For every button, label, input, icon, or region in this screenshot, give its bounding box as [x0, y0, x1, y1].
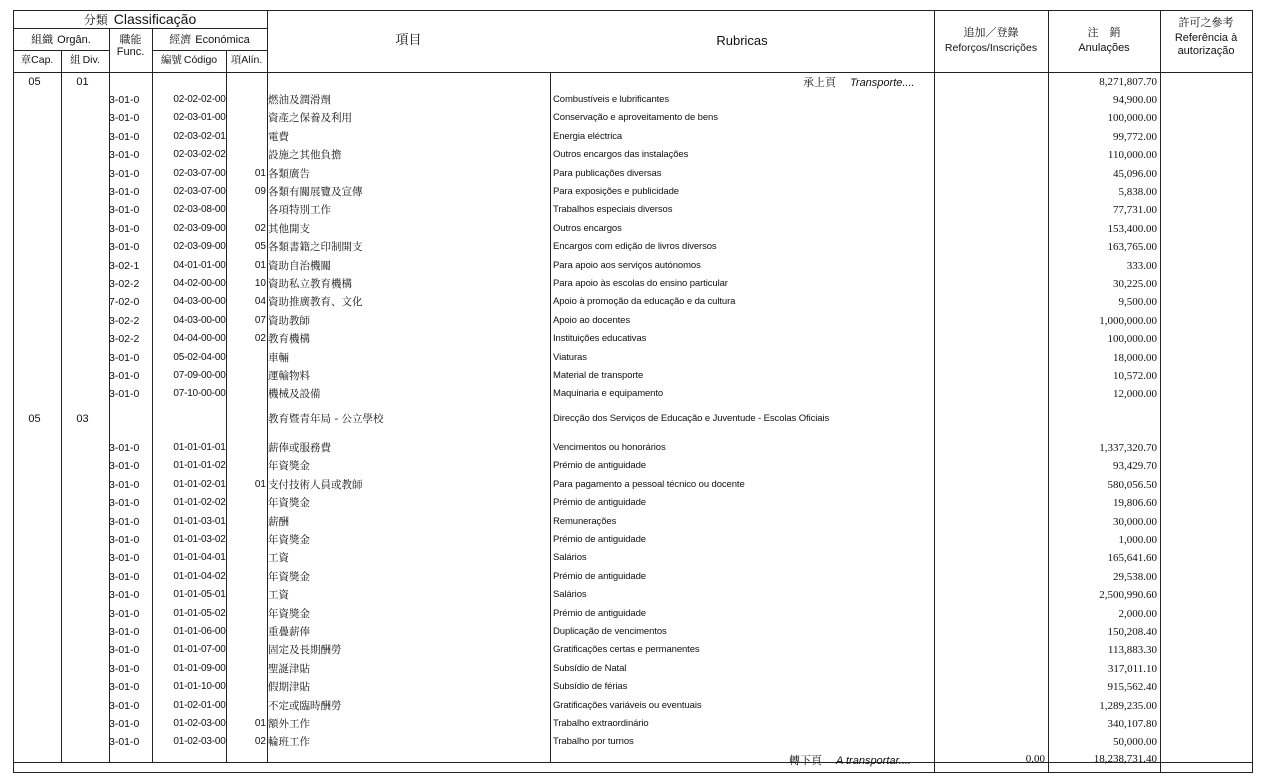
header-alin: 項Alín.	[230, 54, 263, 66]
row-item-zh: 假期津貼	[268, 681, 310, 694]
row-item-zh: 薪俸或服務費	[268, 442, 331, 454]
row-rubrica: Salários	[553, 552, 587, 564]
footer-bottom-border	[13, 772, 1253, 773]
row-func: 3-01-0	[109, 736, 140, 749]
row-anulacoes: 10,572.00	[1113, 370, 1157, 382]
row-func: 3-01-0	[109, 149, 140, 162]
row-anulacoes: 18,000.00	[1113, 351, 1157, 364]
row-item-zh: 各項特別工作	[268, 204, 331, 217]
table-row	[13, 641, 1253, 659]
transport-out-reforcos: 0.00	[1025, 753, 1045, 765]
table-row	[13, 165, 1253, 183]
row-item-zh: 支付技術人員或教師	[268, 478, 363, 491]
row-code: 02-03-08-00	[173, 204, 226, 216]
table-row	[13, 586, 1253, 604]
section-cap: 05	[28, 76, 41, 88]
row-code: 01-01-05-02	[173, 607, 226, 619]
transport-in-label: 承上頁 Transporte....	[803, 76, 915, 89]
header-classification: 分類 Classificação	[83, 11, 197, 27]
row-anulacoes: 340,107.80	[1107, 718, 1157, 730]
row-code: 01-02-01-00	[173, 699, 226, 711]
table-row	[13, 733, 1253, 751]
table-row	[13, 91, 1253, 109]
row-anulacoes: 163,765.00	[1107, 241, 1157, 254]
row-anulacoes: 333.00	[1126, 259, 1157, 272]
row-rubrica: Apoio ao docentes	[553, 314, 630, 326]
row-rubrica: Conservação e aproveitamento de bens	[553, 112, 718, 124]
table-row	[13, 349, 1253, 367]
row-anulacoes: 1,000.00	[1118, 534, 1157, 546]
row-code: 02-03-07-00	[173, 186, 226, 197]
row-func: 3-01-0	[109, 534, 140, 546]
row-func: 3-01-0	[109, 241, 140, 254]
row-code: 01-01-10-00	[173, 681, 226, 693]
row-code: 04-03-00-00	[173, 314, 226, 326]
row-alin: 02	[254, 222, 266, 234]
row-func: 3-02-1	[109, 259, 140, 272]
row-anulacoes: 19,806.60	[1113, 497, 1157, 510]
row-item-zh: 資助私立教育機構	[268, 278, 352, 290]
row-item-zh: 年資獎金	[268, 534, 310, 546]
row-func: 3-02-2	[109, 314, 140, 327]
row-func: 3-01-0	[109, 699, 140, 712]
row-item-zh: 燃油及潤滑劑	[268, 94, 331, 106]
row-func: 3-01-0	[109, 718, 140, 730]
row-code: 02-03-01-00	[173, 112, 226, 124]
row-rubrica: Para apoio às escolas do ensino particular	[553, 278, 728, 289]
header-anulacoes: 注 銷 Anulações	[1078, 26, 1130, 54]
transport-in-row	[13, 73, 1253, 91]
row-item-zh: 車輛	[268, 351, 289, 364]
header-func: 職能 Func.	[116, 33, 145, 58]
row-func: 3-01-0	[109, 222, 140, 235]
row-func: 3-02-2	[109, 333, 140, 346]
row-item-zh: 輪班工作	[268, 736, 310, 749]
table-row	[13, 715, 1253, 733]
row-item-zh: 資產之保養及利用	[268, 112, 352, 125]
row-code: 01-01-01-01	[173, 442, 226, 453]
row-anulacoes: 50,000.00	[1113, 736, 1157, 749]
row-item-zh: 工資	[268, 589, 289, 602]
row-code: 04-01-01-00	[173, 259, 226, 271]
row-alin: 01	[254, 718, 266, 729]
row-anulacoes: 9,500.00	[1118, 296, 1157, 309]
row-func: 3-01-0	[109, 94, 140, 106]
table-row	[13, 128, 1253, 146]
row-anulacoes: 77,731.00	[1113, 204, 1157, 217]
row-func: 3-02-2	[109, 278, 140, 290]
row-alin: 01	[254, 478, 266, 490]
row-anulacoes: 94,900.00	[1113, 94, 1157, 106]
row-func: 3-01-0	[109, 497, 140, 510]
row-func: 7-02-0	[109, 296, 140, 309]
row-alin: 10	[254, 278, 266, 289]
row-rubrica: Prémio de antiguidade	[553, 570, 646, 582]
table-row	[13, 494, 1253, 512]
row-rubrica: Salários	[553, 589, 587, 601]
header-autorizacao: 許可之參考 Referência à autorização	[1174, 16, 1238, 57]
row-item-zh: 資助推廣教育、文化	[268, 296, 363, 309]
header-item: 項目	[395, 33, 422, 48]
row-code: 02-03-09-00	[173, 241, 226, 253]
row-code: 04-02-00-00	[173, 278, 226, 289]
row-anulacoes: 1,289,235.00	[1099, 699, 1157, 712]
row-item-zh: 固定及長期酬勞	[268, 644, 342, 657]
row-rubrica: Para publicações diversas	[553, 167, 662, 179]
row-rubrica: Viaturas	[553, 351, 587, 363]
row-rubrica: Para exposições e publicidade	[553, 186, 679, 197]
row-rubrica: Subsídio de férias	[553, 681, 628, 693]
row-rubrica: Prémio de antiguidade	[553, 460, 646, 472]
row-func: 3-01-0	[109, 112, 140, 125]
row-anulacoes: 12,000.00	[1113, 388, 1157, 401]
row-item-zh: 重疊薪俸	[268, 626, 310, 638]
row-item-zh: 機械及設備	[268, 388, 321, 401]
budget-table	[13, 10, 1253, 772]
row-code: 01-01-09-00	[173, 662, 226, 674]
table-row	[13, 568, 1253, 586]
row-code: 02-02-02-00	[173, 94, 226, 105]
row-code: 07-10-00-00	[173, 388, 226, 400]
row-alin: 01	[254, 259, 266, 271]
row-item-zh: 教育機構	[268, 333, 310, 346]
header-rubricas: Rubricas	[716, 33, 768, 48]
table-row	[13, 549, 1253, 567]
row-func: 3-01-0	[109, 570, 140, 583]
row-rubrica: Energia eléctrica	[553, 130, 623, 142]
row-item-zh: 年資獎金	[268, 607, 310, 620]
row-item-zh: 年資獎金	[268, 460, 310, 473]
row-anulacoes: 153,400.00	[1107, 222, 1157, 235]
row-rubrica: Prémio de antiguidade	[553, 497, 646, 509]
row-rubrica: Encargos com edição de livros diversos	[553, 241, 717, 253]
row-code: 02-03-02-01	[173, 130, 226, 142]
row-code: 01-02-03-00	[173, 718, 226, 729]
row-func: 3-01-0	[109, 351, 140, 364]
row-func: 3-01-0	[109, 167, 140, 180]
row-code: 04-03-00-00	[173, 296, 226, 308]
row-anulacoes: 915,562.40	[1107, 681, 1157, 694]
row-rubrica: Vencimentos ou honorários	[553, 442, 666, 453]
row-func: 3-01-0	[109, 130, 140, 143]
row-func: 3-01-0	[109, 186, 140, 198]
row-item-zh: 額外工作	[268, 718, 310, 730]
header-organic: 組織 Orgân.	[31, 33, 91, 46]
row-code: 01-01-05-01	[173, 589, 226, 601]
row-anulacoes: 110,000.00	[1107, 149, 1157, 162]
row-func: 3-01-0	[109, 626, 140, 638]
row-func: 3-01-0	[109, 644, 140, 657]
classification-divider	[13, 28, 267, 29]
table-row	[13, 385, 1253, 403]
row-item-zh: 設施之其他負擔	[268, 149, 342, 162]
row-item-zh: 各類有關展覽及宣傳	[268, 186, 363, 198]
row-func: 3-01-0	[109, 515, 140, 528]
row-code: 01-01-03-02	[173, 534, 226, 545]
table-row	[13, 660, 1253, 678]
table-row	[13, 257, 1253, 275]
row-item-zh: 資助教師	[268, 314, 310, 327]
row-anulacoes: 2,000.00	[1118, 607, 1157, 620]
table-row	[13, 605, 1253, 623]
row-rubrica: Outros encargos	[553, 222, 622, 234]
row-item-zh: 工資	[268, 552, 289, 565]
row-rubrica: Trabalho extraordinário	[553, 718, 649, 729]
row-code: 05-02-04-00	[173, 351, 226, 363]
section-row	[13, 410, 1253, 428]
row-rubrica: Outros encargos das instalações	[553, 149, 689, 161]
row-rubrica: Duplicação de vencimentos	[553, 626, 667, 637]
row-item-zh: 電費	[268, 130, 289, 143]
row-func: 3-01-0	[109, 204, 140, 217]
row-item-zh: 其他開支	[268, 222, 310, 235]
row-rubrica: Prémio de antiguidade	[553, 534, 646, 545]
header-reforcos: 追加／登錄 Reforços/Inscrições	[944, 26, 1038, 54]
row-item-zh: 不定或臨時酬勞	[268, 699, 342, 712]
transport-out-row	[13, 750, 1253, 768]
row-code: 02-03-02-02	[173, 149, 226, 161]
table-top-border	[13, 10, 1253, 11]
row-item-zh: 年資獎金	[268, 570, 310, 583]
row-func: 3-01-0	[109, 388, 140, 401]
row-code: 04-04-00-00	[173, 333, 226, 345]
row-code: 01-01-06-00	[173, 626, 226, 637]
row-anulacoes: 30,000.00	[1113, 515, 1157, 528]
row-rubrica: Prémio de antiguidade	[553, 607, 646, 619]
table-row	[13, 623, 1253, 641]
row-anulacoes: 317,011.10	[1107, 662, 1157, 675]
row-rubrica: Para apoio aos serviços autónomos	[553, 259, 701, 271]
section-div: 03	[76, 413, 89, 425]
row-rubrica: Gratificações certas e permanentes	[553, 644, 700, 656]
row-anulacoes: 30,225.00	[1113, 278, 1157, 290]
transport-in-anulacoes: 8,271,807.70	[1099, 76, 1157, 88]
header-economic: 經濟 Económica	[169, 33, 250, 46]
economic-divider	[152, 50, 267, 51]
row-anulacoes: 100,000.00	[1107, 333, 1157, 346]
row-anulacoes: 93,429.70	[1113, 460, 1157, 473]
header-div: 組 Div.	[70, 54, 100, 66]
table-row	[13, 220, 1253, 238]
row-alin: 02	[254, 333, 266, 345]
row-anulacoes: 29,538.00	[1113, 570, 1157, 583]
row-func: 3-01-0	[109, 681, 140, 694]
row-code: 02-03-09-00	[173, 222, 226, 234]
section-div: 01	[76, 76, 89, 88]
section-cap: 05	[28, 413, 41, 425]
row-item-zh: 各類廣告	[268, 167, 310, 180]
row-alin: 02	[254, 736, 266, 748]
row-func: 3-01-0	[109, 662, 140, 675]
table-row	[13, 697, 1253, 715]
row-func: 3-01-0	[109, 370, 140, 382]
table-row	[13, 275, 1253, 293]
row-anulacoes: 113,883.30	[1107, 644, 1157, 657]
row-rubrica: Trabalhos especiais diversos	[553, 204, 673, 216]
row-item-zh: 資助自治機關	[268, 259, 331, 272]
table-row	[13, 201, 1253, 219]
row-item-zh: 運輸物料	[268, 370, 310, 382]
row-item-zh: 各類書籍之印制開支	[268, 241, 363, 254]
table-row	[13, 312, 1253, 330]
row-code: 07-09-00-00	[173, 370, 226, 381]
table-row	[13, 457, 1253, 475]
row-rubrica: Subsídio de Natal	[553, 662, 627, 674]
row-rubrica: Trabalho por turnos	[553, 736, 634, 748]
row-anulacoes: 99,772.00	[1113, 130, 1157, 143]
row-func: 3-01-0	[109, 442, 140, 454]
row-rubrica: Maquinaria e equipamento	[553, 388, 664, 400]
table-row	[13, 146, 1253, 164]
section-title-zh: 教育暨青年局 - 公立學校	[268, 413, 384, 425]
transport-out-anulacoes: 18,238,731.40	[1093, 753, 1157, 765]
section-title-pt: Direcção dos Serviços de Educação e Juventude - Escolas Oficiais	[553, 413, 830, 424]
row-code: 02-03-07-00	[173, 167, 226, 179]
row-anulacoes: 45,096.00	[1113, 167, 1157, 180]
table-row	[13, 293, 1253, 311]
row-code: 01-02-03-00	[173, 736, 226, 748]
row-item-zh: 年資獎金	[268, 497, 310, 510]
row-rubrica: Material de transporte	[553, 370, 644, 381]
row-rubrica: Remunerações	[553, 515, 617, 527]
table-row	[13, 513, 1253, 531]
row-rubrica: Instituições educativas	[553, 333, 647, 345]
table-row	[13, 476, 1253, 494]
row-rubrica: Gratificações variáveis ou eventuais	[553, 699, 702, 711]
table-row	[13, 367, 1253, 385]
table-row	[13, 678, 1253, 696]
row-alin: 05	[254, 241, 266, 253]
row-code: 01-01-04-01	[173, 552, 226, 564]
table-row	[13, 109, 1253, 127]
row-anulacoes: 150,208.40	[1107, 626, 1157, 638]
row-func: 3-01-0	[109, 478, 140, 491]
row-alin: 07	[254, 314, 266, 326]
row-func: 3-01-0	[109, 607, 140, 620]
row-code: 01-01-02-02	[173, 497, 226, 509]
row-anulacoes: 2,500,990.60	[1099, 589, 1157, 602]
row-anulacoes: 100,000.00	[1107, 112, 1157, 125]
header-code: 編號 Código	[160, 54, 218, 66]
header-cap: 章Cap.	[20, 54, 54, 66]
row-rubrica: Apoio à promoção da educação e da cultura	[553, 296, 736, 308]
row-alin: 09	[254, 186, 266, 197]
table-row	[13, 531, 1253, 549]
table-row	[13, 439, 1253, 457]
row-item-zh: 薪酬	[268, 515, 289, 528]
row-func: 3-01-0	[109, 552, 140, 565]
table-row	[13, 238, 1253, 256]
row-anulacoes: 5,838.00	[1118, 186, 1157, 198]
row-code: 01-01-04-02	[173, 570, 226, 582]
table-row	[13, 183, 1253, 201]
row-rubrica: Para pagamento a pessoal técnico ou docente	[553, 478, 745, 490]
row-code: 01-01-07-00	[173, 644, 226, 656]
row-alin: 01	[254, 167, 266, 179]
row-code: 01-01-01-02	[173, 460, 226, 472]
transport-out-label: 轉下頁 A transportar....	[789, 754, 911, 767]
row-alin: 04	[254, 296, 266, 308]
row-rubrica: Combustíveis e lubrificantes	[553, 94, 670, 105]
row-item-zh: 聖誕津貼	[268, 662, 310, 675]
row-code: 01-01-02-01	[173, 478, 226, 490]
row-func: 3-01-0	[109, 460, 140, 473]
row-anulacoes: 580,056.50	[1107, 478, 1157, 491]
row-anulacoes: 1,337,320.70	[1099, 442, 1157, 454]
row-func: 3-01-0	[109, 589, 140, 602]
row-code: 01-01-03-01	[173, 515, 226, 527]
row-anulacoes: 165,641.60	[1107, 552, 1157, 565]
row-anulacoes: 1,000,000.00	[1099, 314, 1157, 327]
table-row	[13, 330, 1253, 348]
